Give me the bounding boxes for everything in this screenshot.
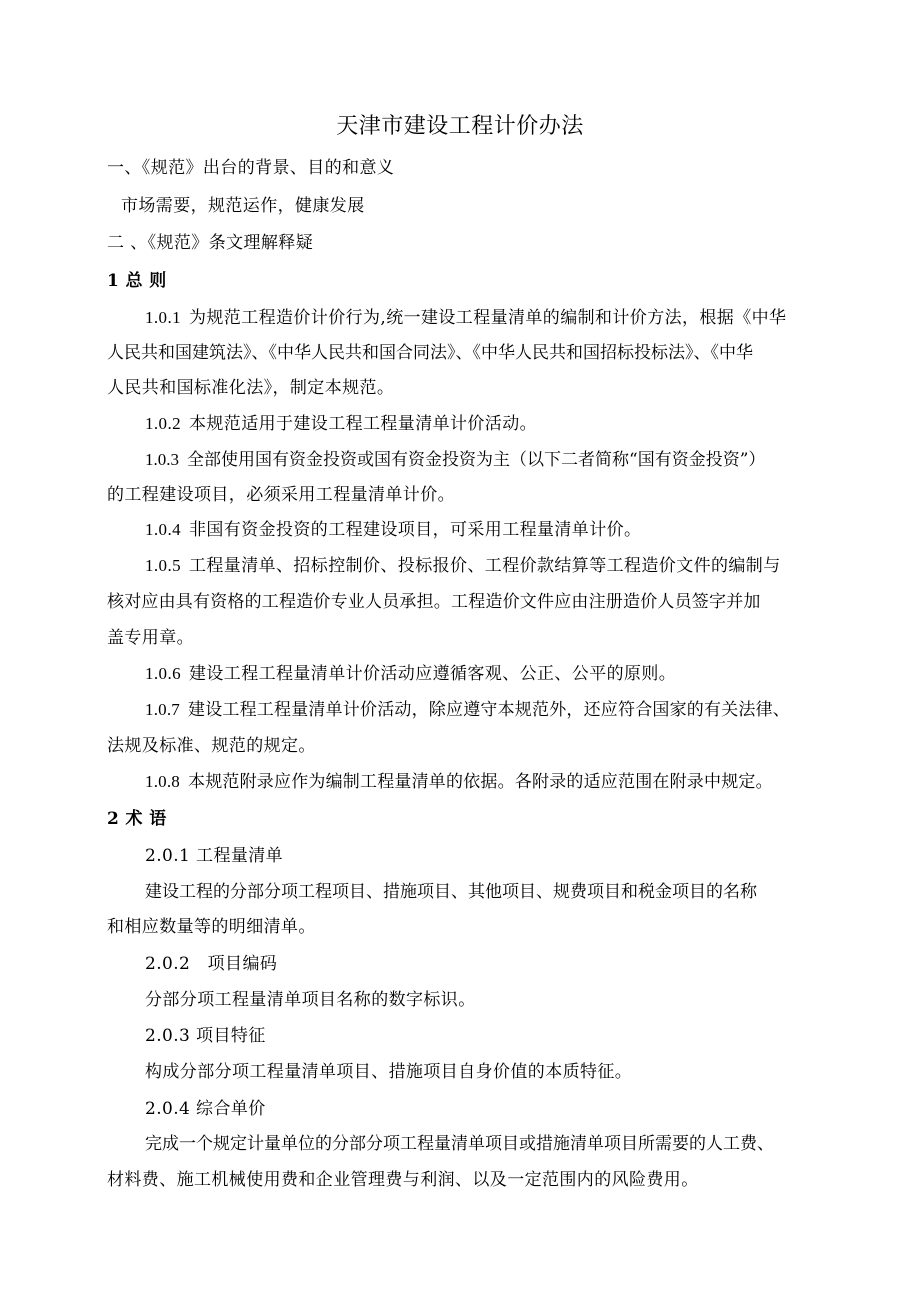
term-2-0-2-definition: 分部分项工程量清单项目名称的数字标识。 [145, 990, 476, 1010]
clause-1-0-3 [145, 447, 823, 473]
clause-1-0-2 [145, 411, 537, 437]
clause-1-0-5-line-3: 盖专用章。 [107, 628, 194, 648]
clause-text: 建设工程工程量清单计价活动应遵循客观、公正、公平的原则。 [189, 664, 677, 684]
clause-text: 本规范附录应作为编制工程量清单的依据。各附录的适应范围在附录中规定。 [188, 772, 773, 792]
heading-background: 一、《规范》出台的背景、目的和意义 [107, 158, 395, 178]
clause-text: 非国有资金投资的工程建设项目，可采用工程量清单计价。 [189, 520, 642, 540]
term-2-0-2-heading: 2.0.2 项目编码 [145, 954, 278, 974]
clause-1-0-5 [145, 553, 823, 579]
term-2-0-3-definition: 构成分部分项工程量清单项目、措施项目自身价值的本质特征。 [145, 1062, 633, 1082]
clause-text: 工程量清单、招标控制价、投标报价、工程价款结算等工程造价文件的编制与 [189, 556, 781, 576]
section-heading-general: 1 总 则 [107, 271, 167, 291]
clause-1-0-7-line-2: 法规及标准、规范的规定。 [107, 736, 316, 756]
clause-text: 为规范工程造价计价行为,统一建设工程量清单的编制和计价方法，根据《中华 [189, 308, 787, 328]
clause-1-0-1-line-3: 人民共和国标准化法》，制定本规范。 [107, 378, 395, 398]
term-2-0-4-definition-line-2: 材料费、施工机械使用费和企业管理费与利润、以及一定范围内的风险费用。 [107, 1170, 699, 1190]
clause-number: 1.0.5 [145, 556, 181, 575]
clause-1-0-1-line-2: 人民共和国建筑法》、《中华人民共和国合同法》、《中华人民共和国招标投标法》、《中华 [107, 343, 753, 363]
term-2-0-1-definition-line-2: 和相应数量等的明细清单。 [107, 917, 316, 937]
clause-number: 1.0.3 [145, 450, 179, 469]
clause-number: 1.0.2 [145, 414, 181, 433]
clause-number: 1.0.6 [145, 664, 181, 683]
clause-text: 建设工程工程量清单计价活动，除应遵守本规范外，还应符合国家的有关法律、 [188, 700, 790, 720]
term-2-0-3-heading: 2.0.3 项目特征 [145, 1026, 266, 1046]
term-2-0-1-heading: 2.0.1 工程量清单 [145, 846, 284, 866]
clause-1-0-5-line-2: 核对应由具有资格的工程造价专业人员承担。工程造价文件应由注册造价人员签字并加 [107, 592, 761, 612]
clause-1-0-7 [145, 697, 823, 723]
clause-1-0-1 [145, 305, 823, 331]
document-title: 天津市建设工程计价办法 [336, 114, 584, 139]
clause-1-0-4 [145, 517, 641, 543]
clause-1-0-6 [145, 661, 676, 687]
clause-number: 1.0.7 [145, 700, 180, 719]
term-2-0-4-heading: 2.0.4 综合单价 [145, 1099, 266, 1119]
clause-1-0-8 [145, 769, 773, 795]
clause-number: 1.0.1 [145, 308, 181, 327]
paragraph-market: 市场需要，规范运作，健康发展 [121, 196, 365, 216]
section-heading-terms: 2 术 语 [107, 809, 167, 829]
clause-number: 1.0.8 [145, 772, 180, 791]
term-2-0-4-definition: 完成一个规定计量单位的分部分项工程量清单项目或措施清单项目所需要的人工费、 [145, 1134, 774, 1154]
clause-text: 全部使用国有资金投资或国有资金投资为主（以下二者简称“国有资金投资”） [187, 450, 766, 470]
clause-number: 1.0.4 [145, 520, 181, 539]
term-2-0-1-definition: 建设工程的分部分项工程项目、措施项目、其他项目、规费项目和税金项目的名称 [145, 882, 757, 902]
clause-1-0-3-line-2: 的工程建设项目，必须采用工程量清单计价。 [107, 485, 455, 505]
heading-explanation: 二 、《规范》条文理解释疑 [107, 233, 314, 253]
clause-text: 本规范适用于建设工程工程量清单计价活动。 [189, 414, 537, 434]
